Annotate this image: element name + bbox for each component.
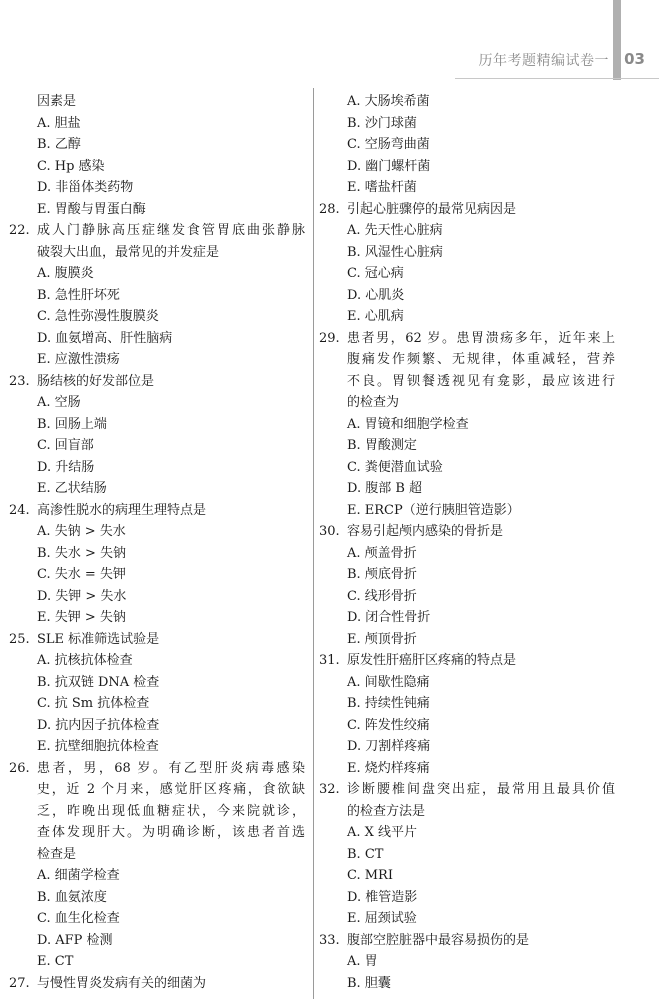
question-number: 27.	[9, 975, 30, 991]
question-32	[319, 779, 615, 801]
question-stem: 容易引起颅内感染的骨折是	[347, 524, 504, 539]
option: C. Hp 感染	[37, 158, 105, 174]
question-26	[9, 758, 305, 780]
option: B. 胆囊	[347, 975, 391, 991]
question-number: 26.	[9, 760, 30, 776]
option: E. 乙状结肠	[37, 481, 107, 496]
page-number: 03	[624, 50, 645, 68]
option: C. 急性弥漫性腹膜炎	[37, 309, 159, 324]
question-29	[319, 328, 615, 350]
option: D. AFP 检测	[37, 932, 113, 948]
option: B. CT	[347, 846, 384, 862]
option: C. 回盲部	[37, 438, 94, 453]
question-stem: 腹痛发作频繁、无规律，体重减轻，营养	[347, 352, 615, 367]
option: B. 急性肝坏死	[37, 287, 120, 303]
option: E. 烧灼样疼痛	[347, 760, 430, 776]
option: C. 冠心病	[347, 266, 404, 281]
option: D. 椎管造影	[347, 889, 418, 905]
option: C. MRI	[347, 868, 393, 883]
option: A. 胆盐	[37, 115, 81, 131]
right-column	[319, 91, 615, 994]
question-30	[319, 521, 615, 543]
option: A. 颅盖骨折	[347, 545, 417, 561]
option: B. 沙门球菌	[347, 115, 417, 131]
option: B. 抗双链 DNA 检查	[37, 674, 160, 690]
question-33	[319, 930, 615, 952]
option: C. 血生化检查	[37, 911, 120, 926]
option: D. 闭合性骨折	[347, 610, 431, 625]
option: C. 空肠弯曲菌	[347, 137, 430, 152]
option: E. ERCP（逆行胰胆管造影）	[347, 502, 520, 518]
option: C. 抗 Sm 抗体检查	[37, 696, 150, 711]
question-stem: SLE 标准筛选试验是	[37, 631, 160, 647]
question-stem: 的检查方法是	[347, 803, 426, 819]
option: C. 线形骨折	[347, 588, 417, 604]
option: D. 腹部 B 超	[347, 481, 423, 496]
option: B. 回肠上端	[37, 416, 107, 432]
header-tab-strip	[613, 0, 621, 80]
question-stem: 史，近 2 个月来，感觉肝区疼痛，食欲缺	[37, 782, 305, 797]
question-stem: 的检查为	[347, 395, 400, 410]
question-stem: 患者男，62 岁。患胃溃疡多年，近年来上	[347, 330, 615, 346]
question-22	[9, 220, 305, 242]
question-number: 25.	[9, 631, 30, 647]
option: E. 心肌病	[347, 309, 404, 324]
option: A. 细菌学检查	[37, 868, 120, 883]
option: A. 胃	[347, 954, 378, 969]
question-24	[9, 500, 305, 522]
header-title: 历年考题精编试卷一	[478, 53, 609, 69]
option: A. 抗核抗体检查	[37, 653, 133, 668]
question-stem: 成人门静脉高压症继发食管胃底曲张静脉	[37, 223, 305, 238]
option: B. 颅底骨折	[347, 567, 417, 582]
question-stem: 引起心脏骤停的最常见病因是	[347, 201, 517, 217]
question-28	[319, 199, 615, 221]
option: A. 间歇性隐痛	[347, 674, 430, 690]
page-header	[0, 0, 659, 80]
question-number: 24.	[9, 502, 30, 518]
option: B. 血氨浓度	[37, 889, 107, 905]
column-divider	[313, 88, 314, 999]
option: E. CT	[37, 954, 74, 969]
question-stem: 因素是	[37, 94, 77, 109]
question-stem: 高渗性脱水的病理生理特点是	[37, 502, 207, 518]
question-number: 30.	[319, 524, 340, 539]
option: C. 阵发性绞痛	[347, 717, 430, 733]
option: C. 粪便潜血试验	[347, 459, 443, 475]
question-number: 22.	[9, 223, 30, 238]
question-stem: 查体发现肝大。为明确诊断，该患者首选	[37, 825, 305, 840]
option: E. 应激性溃疡	[37, 352, 120, 367]
question-stem: 乏，昨晚出现低血糖症状，今来院就诊，	[37, 803, 305, 819]
question-number: 23.	[9, 373, 30, 389]
question-23	[9, 371, 305, 393]
question-31	[319, 650, 615, 672]
question-stem: 破裂大出血，最常见的并发症是	[37, 244, 220, 260]
option: E. 胃酸与胃蛋白酶	[37, 201, 146, 217]
option: D. 幽门螺杆菌	[347, 158, 431, 174]
question-stem: 腹部空腔脏器中最容易损伤的是	[347, 932, 530, 948]
option: D. 升结肠	[37, 459, 95, 475]
question-number: 29.	[319, 330, 340, 346]
option: A. 失钠 > 失水	[37, 524, 126, 539]
header-rule	[455, 78, 659, 79]
option: A. 先天性心脏病	[347, 223, 443, 238]
left-column	[9, 91, 305, 994]
option: D. 抗内因子抗体检查	[37, 717, 160, 733]
option: E. 抗壁细胞抗体检查	[37, 739, 159, 754]
question-27	[9, 973, 305, 995]
option: E. 颅顶骨折	[347, 631, 417, 647]
option: B. 风湿性心脏病	[347, 244, 443, 260]
option: B. 乙醇	[37, 137, 81, 152]
option: D. 血氨增高、肝性脑病	[37, 330, 173, 346]
question-stem: 原发性肝癌肝区疼痛的特点是	[347, 653, 517, 668]
question-number: 31.	[319, 653, 340, 668]
question-stem: 与慢性胃炎发病有关的细菌为	[37, 975, 207, 991]
option: A. 大肠埃希菌	[347, 94, 430, 109]
option: A. 腹膜炎	[37, 266, 94, 281]
option: E. 嗜盐杆菌	[347, 180, 417, 195]
option: E. 失钾 > 失钠	[37, 610, 126, 625]
question-stem: 不良。胃钡餐透视见有龛影，最应该进行	[347, 373, 615, 389]
option: A. 空肠	[37, 395, 81, 410]
question-25	[9, 629, 305, 651]
option: B. 持续性钝痛	[347, 696, 430, 711]
option: D. 刀割样疼痛	[347, 739, 431, 754]
option: D. 非甾体类药物	[37, 180, 134, 195]
question-number: 32.	[319, 782, 340, 797]
question-stem: 患者，男，68 岁。有乙型肝炎病毒感染	[37, 760, 305, 776]
option: A. X 线平片	[347, 825, 418, 840]
question-stem: 肠结核的好发部位是	[37, 373, 155, 389]
option: A. 胃镜和细胞学检查	[347, 416, 469, 432]
question-number: 33.	[319, 932, 340, 948]
option: D. 心肌炎	[347, 287, 405, 303]
option: B. 失水 > 失钠	[37, 545, 126, 561]
question-number: 28.	[319, 201, 340, 217]
option: E. 屈颈试验	[347, 911, 417, 926]
question-stem: 诊断腰椎间盘突出症，最常用且最具价值	[347, 782, 615, 797]
option: C. 失水 = 失钾	[37, 567, 126, 582]
question-stem: 检查是	[37, 846, 77, 862]
option: D. 失钾 > 失水	[37, 588, 127, 604]
option: B. 胃酸测定	[347, 438, 417, 453]
